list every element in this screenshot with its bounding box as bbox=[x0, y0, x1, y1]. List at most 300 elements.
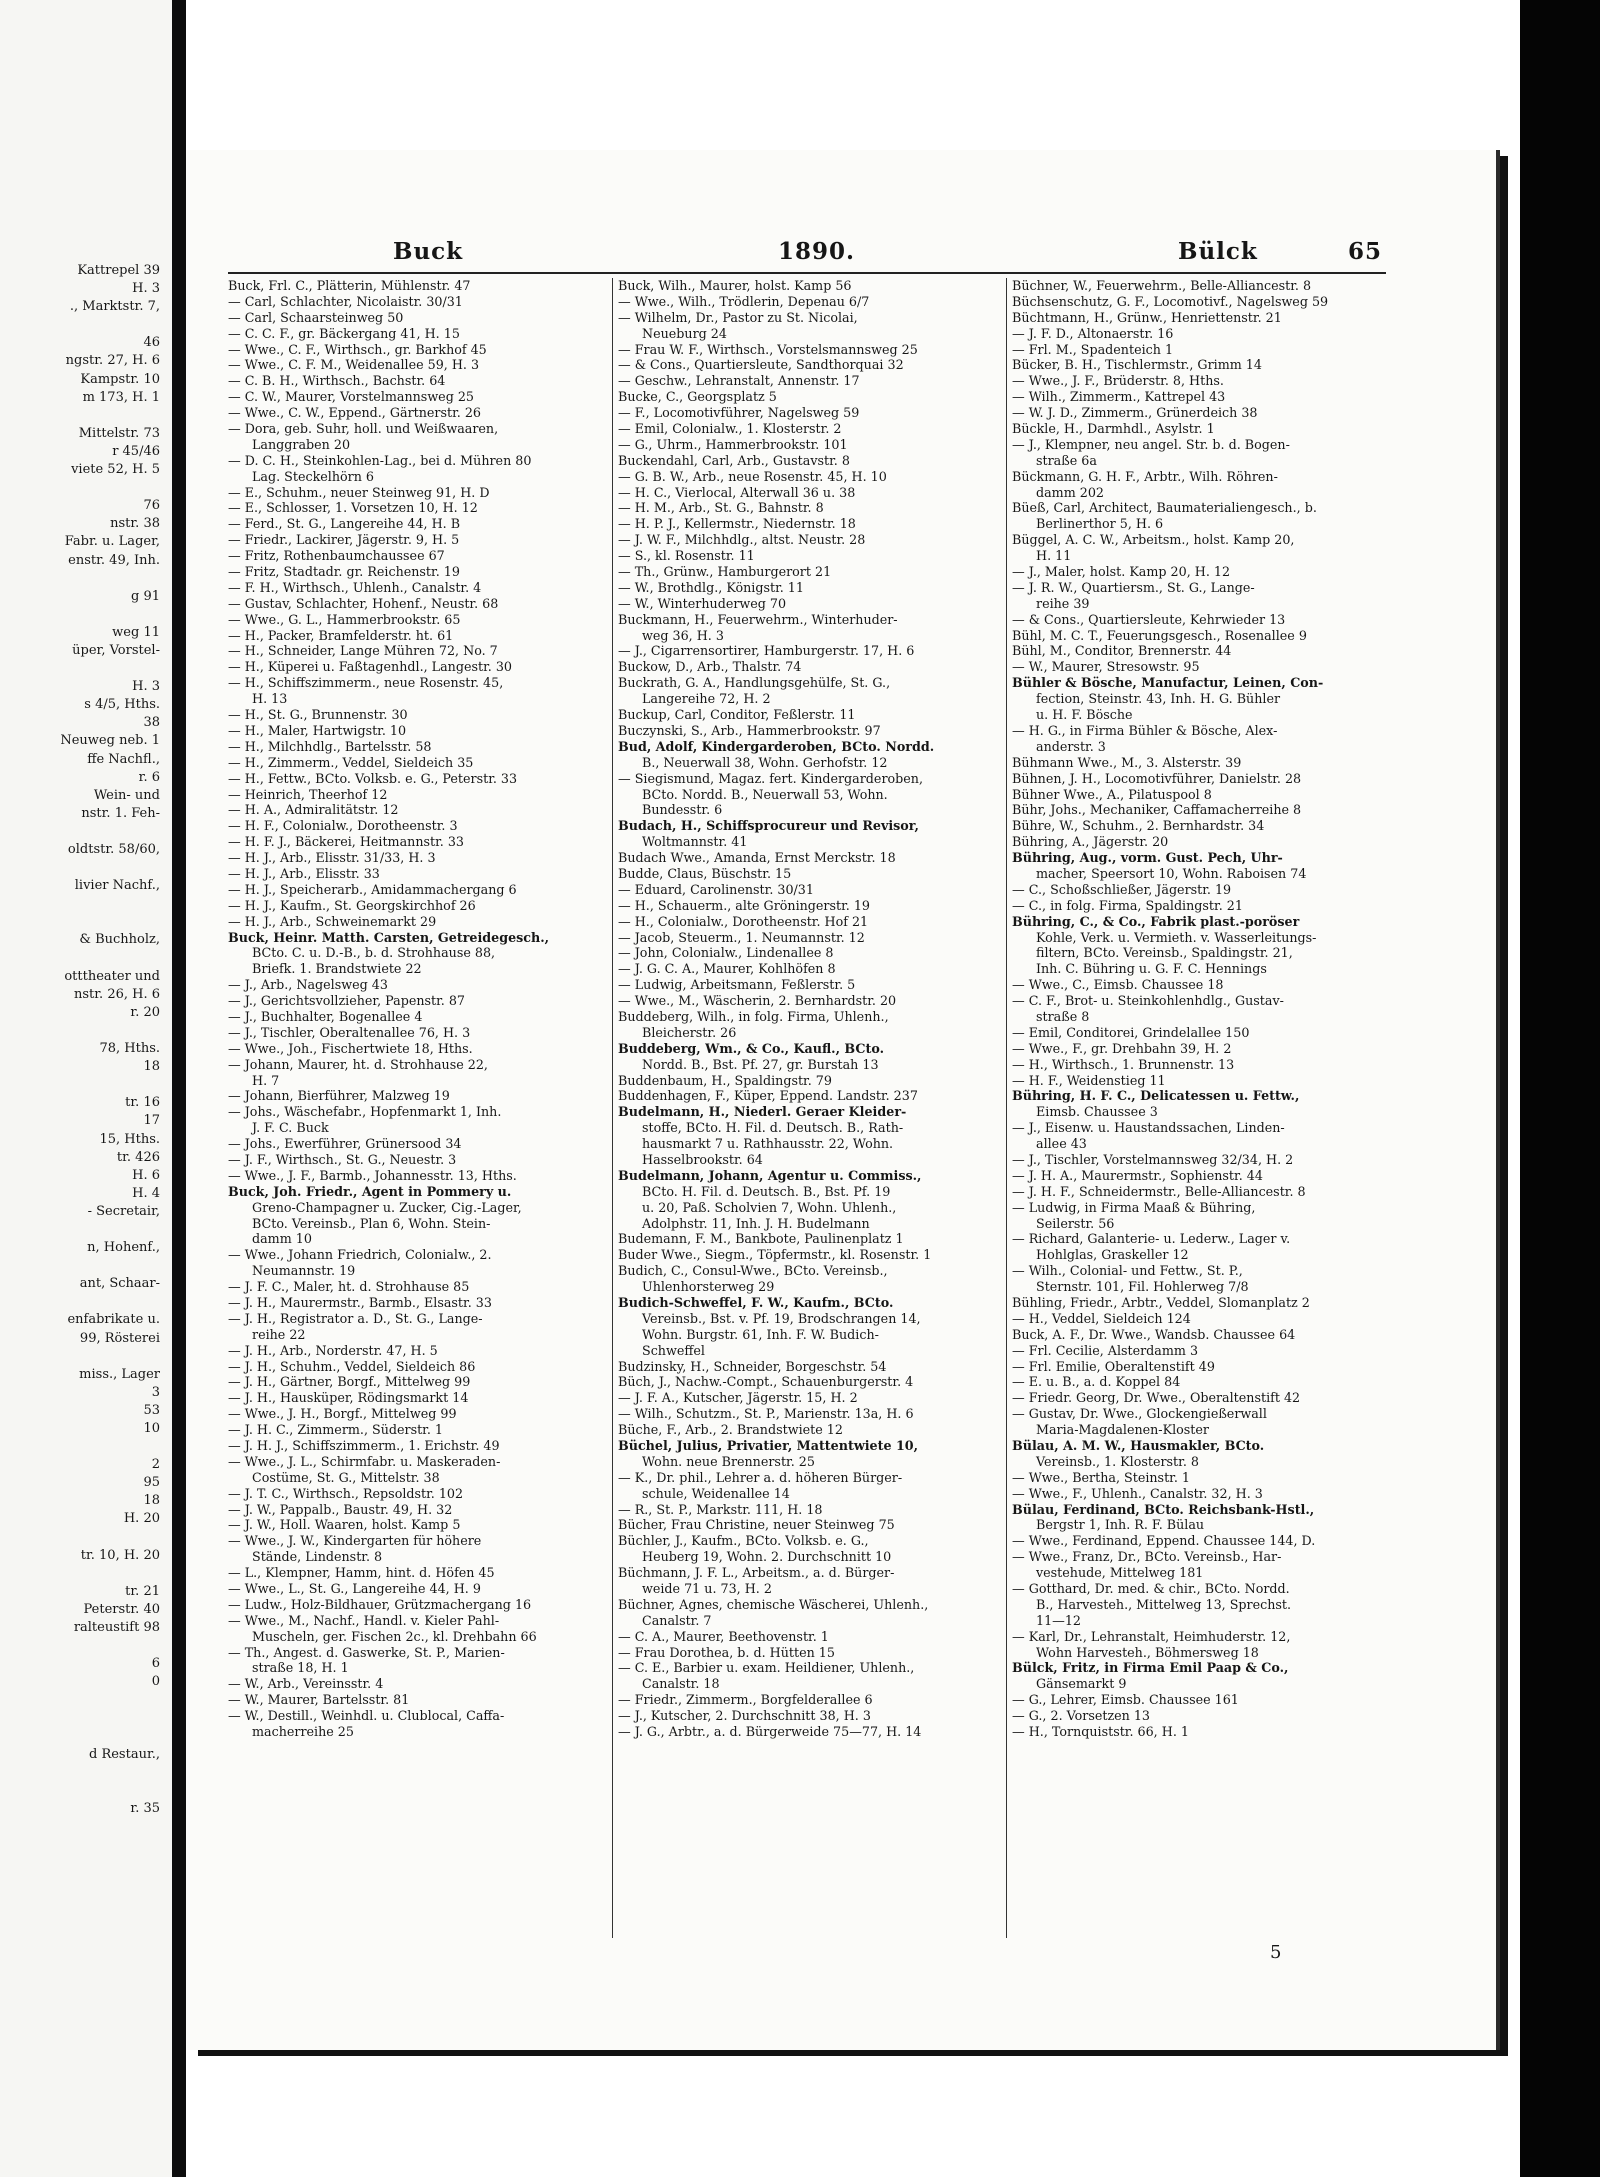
directory-entry: — J., Buchhalter, Bogenallee 4 bbox=[228, 1008, 423, 1024]
directory-entry: — Wwe., Johann Friedrich, Colonialw., 2. bbox=[228, 1247, 492, 1263]
previous-page-line: 99, Rösterei bbox=[79, 1330, 160, 1346]
directory-entry: — Wwe., F., gr. Drehbahn 39, H. 2 bbox=[1012, 1040, 1232, 1056]
directory-entry: Büchmann, J. F. L., Arbeitsm., a. d. Bürger- bbox=[618, 1565, 895, 1581]
directory-entry: Buck, A. F., Dr. Wwe., Wandsb. Chaussee 64 bbox=[1012, 1326, 1296, 1342]
directory-entry: — J., Kutscher, 2. Durchschnitt 38, H. 3 bbox=[618, 1708, 871, 1724]
header-right-keyword: Bülck bbox=[1178, 238, 1258, 265]
directory-entry: — W., Destill., Weinhdl. u. Clublocal, Caffa- bbox=[228, 1708, 505, 1724]
directory-entry: — H., Küperei u. Faßtagenhdl., Langestr. 30 bbox=[228, 659, 512, 675]
previous-page-fragment bbox=[0, 0, 172, 2177]
previous-page-line: H. 4 bbox=[132, 1185, 160, 1201]
previous-page-line: 18 bbox=[143, 1493, 160, 1509]
directory-entry: Wohn. Burgstr. 61, Inh. F. W. Budich- bbox=[642, 1326, 879, 1342]
directory-entry: schule, Weidenallee 14 bbox=[642, 1485, 790, 1501]
previous-page-line bbox=[0, 1637, 160, 1655]
directory-entry: — J. H. F., Schneidermstr., Belle-Alliancestr. 8 bbox=[1012, 1183, 1306, 1199]
directory-entry: — Friedr., Zimmerm., Borgfelderallee 6 bbox=[618, 1692, 873, 1708]
previous-page-line: livier Nachf., bbox=[74, 878, 160, 894]
directory-entry: Muscheln, ger. Fischen 2c., kl. Drehbahn 66 bbox=[252, 1628, 537, 1644]
directory-entry: — J. W., Pappalb., Baustr. 49, H. 32 bbox=[228, 1501, 453, 1517]
directory-entry: vestehude, Mittelweg 181 bbox=[1036, 1565, 1204, 1581]
directory-entry: — Wwe., C. F., Wirthsch., gr. Barkhof 45 bbox=[228, 341, 487, 357]
directory-entry: Bühring, Aug., vorm. Gust. Pech, Uhr- bbox=[1012, 850, 1283, 866]
previous-page-text bbox=[0, 262, 160, 1818]
header-rule bbox=[228, 272, 1386, 274]
previous-page-line: tr. 426 bbox=[116, 1149, 160, 1165]
directory-entry: macher, Speersort 10, Wohn. Raboisen 74 bbox=[1036, 865, 1307, 881]
previous-page-line: 6 bbox=[151, 1656, 160, 1672]
directory-entry: — Wwe., J. W., Kindergarten für höhere bbox=[228, 1533, 482, 1549]
directory-entry: Wohn. neue Brennerstr. 25 bbox=[642, 1453, 815, 1469]
directory-entry: — L., Klempner, Hamm, hint. d. Höfen 45 bbox=[228, 1565, 495, 1581]
directory-entry: Nordd. B., Bst. Pf. 27, gr. Burstah 13 bbox=[642, 1056, 879, 1072]
directory-entry: Bülau, A. M. W., Hausmakler, BCto. bbox=[1012, 1438, 1265, 1454]
previous-page-line: r. 20 bbox=[130, 1004, 160, 1020]
directory-entry: — Johs., Wäschefabr., Hopfenmarkt 1, Inh. bbox=[228, 1104, 502, 1120]
directory-entry: anderstr. 3 bbox=[1036, 738, 1106, 754]
directory-entry: Greno-Champagner u. Zucker, Cig.-Lager, bbox=[252, 1199, 522, 1215]
directory-entry: Bühr, Johs., Mechaniker, Caffamacherreihe 8 bbox=[1012, 802, 1302, 818]
directory-entry: — H. J., Arb., Elisstr. 31/33, H. 3 bbox=[228, 850, 436, 866]
directory-entry: — Eduard, Carolinenstr. 30/31 bbox=[618, 881, 814, 897]
directory-entry: — F., Locomotivführer, Nagelsweg 59 bbox=[618, 405, 860, 421]
previous-page-line bbox=[0, 823, 160, 841]
directory-entry: Buddenhagen, F., Küper, Eppend. Landstr. 237 bbox=[618, 1088, 918, 1104]
directory-entry: Bücher, Frau Christine, neuer Steinweg 75 bbox=[618, 1517, 895, 1533]
directory-entry: — Th., Angest. d. Gaswerke, St. P., Marien- bbox=[228, 1644, 505, 1660]
directory-entry: — Th., Grünw., Hamburgerort 21 bbox=[618, 564, 832, 580]
directory-entry: — Wwe., C. W., Eppend., Gärtnerstr. 26 bbox=[228, 405, 481, 421]
directory-entry: — H. J., Kaufm., St. Georgskirchhof 26 bbox=[228, 897, 476, 913]
previous-page-line: m 173, H. 1 bbox=[82, 389, 160, 405]
previous-page-line bbox=[0, 570, 160, 588]
previous-page-line: viete 52, H. 5 bbox=[71, 462, 160, 478]
directory-entry: — C. A., Maurer, Beethovenstr. 1 bbox=[618, 1628, 829, 1644]
previous-page-line: nstr. 1. Feh- bbox=[81, 805, 160, 821]
previous-page-line bbox=[0, 950, 160, 968]
directory-entry: damm 10 bbox=[252, 1231, 312, 1247]
directory-entry: Büchtmann, H., Grünw., Henriettenstr. 21 bbox=[1012, 309, 1282, 325]
directory-entry: — Johann, Bierführer, Malzweg 19 bbox=[228, 1088, 450, 1104]
previous-page-line: 78, Hths. bbox=[99, 1041, 160, 1057]
directory-entry: — J., Klempner, neu angel. Str. b. d. Bogen- bbox=[1012, 436, 1290, 452]
previous-page-line: Mittelstr. 73 bbox=[78, 425, 160, 441]
directory-entry: — H., Tornquiststr. 66, H. 1 bbox=[1012, 1724, 1189, 1740]
previous-page-line: n, Hohenf., bbox=[87, 1240, 160, 1256]
directory-entry: — H., Wirthsch., 1. Brunnenstr. 13 bbox=[1012, 1056, 1235, 1072]
directory-entry: — H. A., Admiralitätstr. 12 bbox=[228, 802, 399, 818]
directory-entry: — J. H., Hausküper, Rödingsmarkt 14 bbox=[228, 1390, 469, 1406]
previous-page-line: enfabrikate u. bbox=[67, 1312, 160, 1328]
previous-page-line bbox=[0, 407, 160, 425]
previous-page-line: H. 6 bbox=[132, 1167, 160, 1183]
directory-entry: — J. F. D., Altonaerstr. 16 bbox=[1012, 325, 1174, 341]
directory-entry: — Friedr. Georg, Dr. Wwe., Oberaltenstift 42 bbox=[1012, 1390, 1301, 1406]
previous-page-line: 46 bbox=[143, 335, 160, 351]
directory-entry: straße 6a bbox=[1036, 452, 1097, 468]
directory-entry: — J., Tischler, Vorstelmannsweg 32/34, H. 2 bbox=[1012, 1151, 1294, 1167]
directory-entry: — Johs., Ewerführer, Grünersood 34 bbox=[228, 1136, 462, 1152]
directory-entry: — Frau W. F., Wirthsch., Vorstelsmannsweg 25 bbox=[618, 341, 918, 357]
previous-page-line: Peterstr. 40 bbox=[83, 1601, 160, 1617]
directory-entry: — Ludwig, in Firma Maaß & Bühring, bbox=[1012, 1199, 1256, 1215]
directory-entry: — Ludw., Holz-Bildhauer, Grützmachergang 16 bbox=[228, 1596, 532, 1612]
directory-entry: Bülck, Fritz, in Firma Emil Paap & Co., bbox=[1012, 1660, 1289, 1676]
directory-entry: weg 36, H. 3 bbox=[642, 627, 724, 643]
directory-entry: Neueburg 24 bbox=[642, 325, 727, 341]
directory-entry: Bleicherstr. 26 bbox=[642, 1024, 737, 1040]
directory-entry: — C. W., Maurer, Vorstelmannsweg 25 bbox=[228, 389, 474, 405]
directory-entry: — H. J., Arb., Schweinemarkt 29 bbox=[228, 913, 437, 929]
directory-entry: — H. M., Arb., St. G., Bahnstr. 8 bbox=[618, 500, 824, 516]
directory-entry: Lag. Steckelhörn 6 bbox=[252, 468, 374, 484]
directory-entry: — Frau Dorothea, b. d. Hütten 15 bbox=[618, 1644, 835, 1660]
directory-entry: Büchler, J., Kaufm., BCto. Volksb. e. G., bbox=[618, 1533, 869, 1549]
previous-page-line bbox=[0, 1728, 160, 1746]
previous-page-line bbox=[0, 1221, 160, 1239]
directory-entry: Bücker, B. H., Tischlermstr., Grimm 14 bbox=[1012, 357, 1262, 373]
directory-entry: Briefk. 1. Brandstwiete 22 bbox=[252, 961, 422, 977]
directory-entry: — E., Schlosser, 1. Vorsetzen 10, H. 12 bbox=[228, 500, 478, 516]
directory-entry: — Frl. Cecilie, Alsterdamm 3 bbox=[1012, 1342, 1199, 1358]
directory-entry: Büggel, A. C. W., Arbeitsm., holst. Kamp 20, bbox=[1012, 532, 1295, 548]
directory-entry: Budemann, F. M., Bankbote, Paulinenplatz 1 bbox=[618, 1231, 904, 1247]
directory-entry: — Wwe., M., Nachf., Handl. v. Kieler Pahl- bbox=[228, 1612, 500, 1628]
previous-page-line: ngstr. 27, H. 6 bbox=[65, 353, 160, 369]
directory-entry: 11—12 bbox=[1036, 1612, 1081, 1628]
previous-page-line: weg 11 bbox=[112, 624, 160, 640]
previous-page-line: Wein- und bbox=[93, 787, 160, 803]
previous-page-line bbox=[0, 1293, 160, 1311]
directory-entry: Bühling, Friedr., Arbtr., Veddel, Slomanplatz 2 bbox=[1012, 1295, 1310, 1310]
directory-entry: Sternstr. 101, Fil. Hohlerweg 7/8 bbox=[1036, 1279, 1249, 1295]
directory-entry: reihe 22 bbox=[252, 1326, 306, 1342]
previous-page-line bbox=[0, 1529, 160, 1547]
previous-page-line: 53 bbox=[143, 1402, 160, 1418]
directory-entry: Bückmann, G. H. F., Arbtr., Wilh. Röhren- bbox=[1012, 468, 1278, 484]
directory-entry: — E. u. B., a. d. Koppel 84 bbox=[1012, 1374, 1181, 1390]
directory-entry: Bergstr 1, Inh. R. F. Bülau bbox=[1036, 1517, 1205, 1533]
previous-page-line bbox=[0, 859, 160, 877]
previous-page-line: nstr. 38 bbox=[110, 516, 160, 532]
directory-entry: Buck, Wilh., Maurer, holst. Kamp 56 bbox=[618, 278, 852, 293]
previous-page-line: 95 bbox=[143, 1475, 160, 1491]
previous-page-line: ., Marktstr. 7, bbox=[69, 299, 160, 315]
directory-entry: — J. F., Wirthsch., St. G., Neuestr. 3 bbox=[228, 1151, 457, 1167]
directory-entry: Wohn Harvesteh., Böhmersweg 18 bbox=[1036, 1644, 1259, 1660]
directory-entry: Bühnen, J. H., Locomotivführer, Danielstr. 28 bbox=[1012, 770, 1302, 786]
directory-entry: Büchner, W., Feuerwehrm., Belle-Alliancestr. 8 bbox=[1012, 278, 1312, 293]
directory-entry: Buder Wwe., Siegm., Töpfermstr., kl. Rosenstr. 1 bbox=[618, 1247, 932, 1263]
previous-page-line bbox=[0, 1438, 160, 1456]
directory-entry: — R., St. P., Markstr. 111, H. 18 bbox=[618, 1501, 823, 1517]
directory-entry: Budach, H., Schiffsprocureur und Revisor, bbox=[618, 818, 919, 834]
previous-page-line: oldtstr. 58/60, bbox=[67, 842, 160, 857]
directory-entry: — Wwe., Franz, Dr., BCto. Vereinsb., Har- bbox=[1012, 1549, 1282, 1565]
directory-entry: — J. H., Maurermstr., Barmb., Elsastr. 33 bbox=[228, 1295, 492, 1310]
directory-entry: Costüme, St. G., Mittelstr. 38 bbox=[252, 1469, 440, 1485]
directory-entry: — H., Maler, Hartwigstr. 10 bbox=[228, 722, 407, 738]
directory-entry: — Wwe., J. H., Borgf., Mittelweg 99 bbox=[228, 1406, 457, 1422]
directory-entry: — W., Brothdlg., Königstr. 11 bbox=[618, 579, 804, 595]
directory-entry: — Karl, Dr., Lehranstalt, Heimhuderstr. 12, bbox=[1012, 1628, 1291, 1644]
previous-page-line bbox=[0, 895, 160, 913]
previous-page-line: 3 bbox=[151, 1384, 160, 1400]
directory-entry: — C. F., Brot- u. Steinkohlenhdlg., Gustav- bbox=[1012, 993, 1284, 1009]
directory-entry: Neumannstr. 19 bbox=[252, 1263, 356, 1279]
directory-entry: — Geschw., Lehranstalt, Annenstr. 17 bbox=[618, 373, 860, 389]
previous-page-line: 17 bbox=[143, 1113, 160, 1129]
column-3 bbox=[1012, 278, 1388, 1948]
directory-entry: — Wwe., G. L., Hammerbrookstr. 65 bbox=[228, 611, 461, 627]
previous-page-line: 10 bbox=[143, 1421, 160, 1436]
directory-entry: Budzinsky, H., Schneider, Borgeschstr. 54 bbox=[618, 1358, 887, 1374]
directory-entry: — J. T. C., Wirthsch., Repsoldstr. 102 bbox=[228, 1485, 464, 1501]
previous-page-line bbox=[0, 606, 160, 624]
directory-entry: — W., Maurer, Bartelsstr. 81 bbox=[228, 1692, 410, 1708]
directory-entry: Buck, Frl. C., Plätterin, Mühlenstr. 47 bbox=[228, 278, 471, 293]
previous-page-line: H. 20 bbox=[123, 1511, 160, 1527]
column-separator bbox=[612, 278, 613, 1938]
directory-entry: — Wwe., M., Wäscherin, 2. Bernhardstr. 20 bbox=[618, 993, 897, 1009]
directory-entry: B., Neuerwall 38, Wohn. Gerhofstr. 12 bbox=[642, 754, 888, 770]
previous-page-line: 76 bbox=[143, 498, 160, 514]
previous-page-line: tr. 16 bbox=[125, 1095, 160, 1111]
previous-page-line bbox=[0, 913, 160, 931]
previous-page-line: ffe Nachfl., bbox=[87, 751, 160, 767]
directory-entry: Adolphstr. 11, Inh. J. H. Budelmann bbox=[642, 1215, 870, 1231]
previous-page-line bbox=[0, 479, 160, 497]
previous-page-line bbox=[0, 1257, 160, 1275]
directory-entry: — Gotthard, Dr. med. & chir., BCto. Nordd. bbox=[1012, 1581, 1290, 1597]
directory-entry: — C. E., Barbier u. exam. Heildiener, Uhlenh., bbox=[618, 1660, 915, 1676]
directory-entry: — Frl. M., Spadenteich 1 bbox=[1012, 341, 1174, 357]
directory-entry: B., Harvesteh., Mittelweg 13, Sprechst. bbox=[1036, 1596, 1292, 1612]
previous-page-line bbox=[0, 660, 160, 678]
directory-entry: — G., Uhrm., Hammerbrookstr. 101 bbox=[618, 436, 848, 452]
directory-entry: — J., Cigarrensortirer, Hamburgerstr. 17, H. 6 bbox=[618, 643, 915, 659]
directory-entry: Vereinsb., 1. Klosterstr. 8 bbox=[1036, 1453, 1199, 1469]
directory-entry: — J., Eisenw. u. Haustandssachen, Linden- bbox=[1012, 1120, 1285, 1136]
directory-entry: BCto. H. Fil. d. Deutsch. B., Bst. Pf. 19 bbox=[642, 1183, 891, 1199]
directory-entry: Buckow, D., Arb., Thalstr. 74 bbox=[618, 659, 802, 675]
directory-entry: straße 18, H. 1 bbox=[252, 1660, 349, 1676]
directory-entry: Bucke, C., Georgsplatz 5 bbox=[618, 389, 777, 405]
directory-entry: — Wwe., F., Uhlenh., Canalstr. 32, H. 3 bbox=[1012, 1485, 1263, 1501]
previous-page-line: otttheater und bbox=[64, 968, 160, 984]
directory-entry: Berlinerthor 5, H. 6 bbox=[1036, 516, 1164, 532]
directory-entry: — W., Maurer, Stresowstr. 95 bbox=[1012, 659, 1200, 675]
directory-entry: — E., Schuhm., neuer Steinweg 91, H. D bbox=[228, 484, 490, 500]
previous-page-line bbox=[0, 1782, 160, 1800]
directory-entry: Seilerstr. 56 bbox=[1036, 1215, 1115, 1231]
directory-entry: — Wilh., Zimmerm., Kattrepel 43 bbox=[1012, 389, 1226, 405]
directory-entry: — Friedr., Lackirer, Jägerstr. 9, H. 5 bbox=[228, 532, 460, 548]
directory-entry: — Fritz, Stadtadr. gr. Reichenstr. 19 bbox=[228, 564, 460, 580]
directory-entry: Maria-Magdalenen-Kloster bbox=[1036, 1422, 1209, 1438]
directory-entry: Buckup, Carl, Conditor, Feßlerstr. 11 bbox=[618, 707, 856, 723]
directory-entry: Vereinsb., Bst. v. Pf. 19, Brodschrangen 14, bbox=[642, 1310, 921, 1326]
directory-entry: — Ferd., St. G., Langereihe 44, H. B bbox=[228, 516, 461, 532]
directory-entry: — G. B. W., Arb., neue Rosenstr. 45, H. 10 bbox=[618, 468, 887, 484]
directory-entry: H. 13 bbox=[252, 691, 288, 707]
directory-entry: — C. B. H., Wirthsch., Bachstr. 64 bbox=[228, 373, 446, 389]
directory-entry: — Gustav, Schlachter, Hohenf., Neustr. 68 bbox=[228, 595, 499, 611]
directory-entry: — J. G. C. A., Maurer, Kohlhöfen 8 bbox=[618, 961, 836, 977]
directory-entry: — H., Schiffszimmerm., neue Rosenstr. 45, bbox=[228, 675, 504, 691]
directory-entry: Bühre, W., Schuhm., 2. Bernhardstr. 34 bbox=[1012, 818, 1265, 834]
directory-entry: Büchel, Julius, Privatier, Mattentwiete 10, bbox=[618, 1438, 919, 1454]
directory-entry: — W., Arb., Vereinsstr. 4 bbox=[228, 1676, 384, 1692]
directory-entry: — J., Maler, holst. Kamp 20, H. 12 bbox=[1012, 564, 1231, 580]
directory-entry: — J. H., Arb., Norderstr. 47, H. 5 bbox=[228, 1342, 438, 1358]
directory-entry: Canalstr. 18 bbox=[642, 1676, 720, 1692]
directory-entry: — & Cons., Quartiersleute, Kehrwieder 13 bbox=[1012, 611, 1286, 627]
directory-entry: reihe 39 bbox=[1036, 595, 1090, 611]
directory-entry: macherreihe 25 bbox=[252, 1724, 354, 1740]
directory-entry: — H., St. G., Brunnenstr. 30 bbox=[228, 707, 408, 723]
directory-entry: — Ludwig, Arbeitsmann, Feßlerstr. 5 bbox=[618, 977, 856, 993]
directory-entry: — J. H., Gärtner, Borgf., Mittelweg 99 bbox=[228, 1374, 471, 1390]
directory-entry: Bühmann Wwe., M., 3. Alsterstr. 39 bbox=[1012, 754, 1242, 770]
previous-page-line: r. 35 bbox=[130, 1800, 160, 1816]
previous-page-line: üper, Vorstel- bbox=[72, 642, 160, 658]
directory-entry: — S., kl. Rosenstr. 11 bbox=[618, 548, 755, 564]
directory-entry: Budich, C., Consul-Wwe., BCto. Vereinsb., bbox=[618, 1263, 888, 1279]
directory-entry: Langgraben 20 bbox=[252, 436, 351, 452]
directory-entry: — Richard, Galanterie- u. Lederw., Lager v. bbox=[1012, 1231, 1291, 1247]
directory-entry: — J. F. A., Kutscher, Jägerstr. 15, H. 2 bbox=[618, 1390, 858, 1406]
directory-entry: — Frl. Emilie, Oberaltenstift 49 bbox=[1012, 1358, 1215, 1374]
directory-entry: Büchner, Agnes, chemische Wäscherei, Uhlenh., bbox=[618, 1596, 929, 1612]
previous-page-line: s 4/5, Hths. bbox=[84, 697, 160, 713]
previous-page-line: Kampstr. 10 bbox=[80, 371, 160, 387]
previous-page-line: Neuweg neb. 1 bbox=[60, 733, 160, 749]
column-1 bbox=[228, 278, 604, 1948]
directory-entry: — W., Winterhuderweg 70 bbox=[618, 595, 787, 611]
directory-entry: — H. C., Vierlocal, Alterwall 36 u. 38 bbox=[618, 484, 856, 500]
directory-entry: — Wwe., Wilh., Trödlerin, Depenau 6/7 bbox=[618, 293, 870, 309]
directory-entry: — Wwe., J. F., Barmb., Johannesstr. 13, Hths. bbox=[228, 1167, 517, 1183]
directory-entry: u. H. F. Bösche bbox=[1036, 707, 1133, 723]
directory-entry: — & Cons., Quartiersleute, Sandthorquai 32 bbox=[618, 357, 904, 373]
previous-page-line bbox=[0, 1022, 160, 1040]
previous-page-line: - Secretair, bbox=[87, 1203, 160, 1219]
directory-entry: Bühler & Bösche, Manufactur, Leinen, Con- bbox=[1012, 675, 1324, 691]
directory-entry: damm 202 bbox=[1036, 484, 1104, 500]
directory-entry: — H., Milchhdlg., Bartelsstr. 58 bbox=[228, 738, 432, 754]
directory-entry: — H. F., Colonialw., Dorotheenstr. 3 bbox=[228, 818, 458, 834]
directory-entry: Buddeberg, Wm., & Co., Kaufl., BCto. bbox=[618, 1040, 885, 1056]
directory-entry: — Johann, Maurer, ht. d. Strohhause 22, bbox=[228, 1056, 488, 1072]
previous-page-line: ant, Schaar- bbox=[79, 1276, 160, 1292]
directory-entry: — H., Schneider, Lange Mühren 72, No. 7 bbox=[228, 643, 498, 659]
directory-entry: weide 71 u. 73, H. 2 bbox=[642, 1581, 772, 1597]
directory-entry: — H. P. J., Kellermstr., Niedernstr. 18 bbox=[618, 516, 856, 532]
directory-entry: Canalstr. 7 bbox=[642, 1612, 712, 1628]
directory-entry: — H. J., Arb., Elisstr. 33 bbox=[228, 865, 380, 881]
directory-entry: — Wwe., J. F., Brüderstr. 8, Hths. bbox=[1012, 373, 1224, 389]
directory-entry: — J. R. W., Quartiersm., St. G., Lange- bbox=[1012, 579, 1255, 595]
directory-entry: Buddeberg, Wilh., in folg. Firma, Uhlenh., bbox=[618, 1008, 889, 1024]
sheet-signature: 5 bbox=[1270, 1942, 1282, 1963]
directory-entry: — Dora, geb. Suhr, holl. und Weißwaaren, bbox=[228, 421, 499, 437]
directory-entry: straße 8 bbox=[1036, 1008, 1090, 1024]
directory-entry: — H. J., Speicherarb., Amidammachergang 6 bbox=[228, 881, 517, 897]
directory-entry: Heuberg 19, Wohn. 2. Durchschnitt 10 bbox=[642, 1549, 892, 1565]
directory-entry: — Wilh., Colonial- und Fettw., St. P., bbox=[1012, 1263, 1243, 1279]
previous-page-line: 38 bbox=[143, 715, 160, 731]
previous-page-line: r 45/46 bbox=[112, 443, 160, 459]
directory-entry: — H. F. J., Bäckerei, Heitmannstr. 33 bbox=[228, 834, 464, 850]
directory-entry: — J. F. C., Maler, ht. d. Strohhause 85 bbox=[228, 1279, 470, 1295]
directory-entry: Bundesstr. 6 bbox=[642, 802, 723, 818]
directory-entry: Stände, Lindenstr. 8 bbox=[252, 1549, 383, 1565]
directory-entry: — Wwe., C., Eimsb. Chaussee 18 bbox=[1012, 977, 1224, 993]
previous-page-line: r. 6 bbox=[138, 769, 160, 785]
directory-entry: u. 20, Paß. Scholvien 7, Wohn. Uhlenh., bbox=[642, 1199, 897, 1215]
directory-entry: — H., Zimmerm., Veddel, Sieldeich 35 bbox=[228, 754, 474, 770]
column-2 bbox=[618, 278, 994, 1948]
directory-entry: — J., Gerichtsvollzieher, Papenstr. 87 bbox=[228, 993, 465, 1009]
directory-entry: — J. G., Arbtr., a. d. Bürgerweide 75—77, H. 14 bbox=[618, 1724, 922, 1740]
previous-page-line bbox=[0, 1710, 160, 1728]
directory-entry: allee 43 bbox=[1036, 1136, 1087, 1152]
directory-entry: fection, Steinstr. 43, Inh. H. G. Bühler bbox=[1036, 691, 1281, 707]
directory-entry: Hasselbrookstr. 64 bbox=[642, 1151, 763, 1167]
directory-entry: Uhlenhorsterweg 29 bbox=[642, 1279, 775, 1295]
directory-entry: Buczynski, S., Arb., Hammerbrookstr. 97 bbox=[618, 722, 881, 738]
directory-entry: Bückle, H., Darmhdl., Asylstr. 1 bbox=[1012, 421, 1215, 437]
directory-entry: Büch, J., Nachw.-Compt., Schauenburgerstr. 4 bbox=[618, 1374, 914, 1390]
directory-entry: — J., Tischler, Oberaltenallee 76, H. 3 bbox=[228, 1024, 471, 1040]
directory-entry: Bud, Adolf, Kindergarderoben, BCto. Nordd. bbox=[618, 738, 935, 754]
directory-entry: Inh. C. Bühring u. G. F. C. Hennings bbox=[1036, 961, 1267, 977]
previous-page-line: 15, Hths. bbox=[99, 1131, 160, 1147]
previous-page-line: 0 bbox=[151, 1674, 160, 1690]
directory-entry: Buddenbaum, H., Spaldingstr. 79 bbox=[618, 1072, 832, 1088]
directory-entry: H. 7 bbox=[252, 1072, 280, 1088]
previous-page-line bbox=[0, 1691, 160, 1709]
book-gutter bbox=[172, 0, 186, 2177]
page-header bbox=[228, 238, 1386, 268]
directory-entry: — D. C. H., Steinkohlen-Lag., bei d. Mühren 80 bbox=[228, 452, 532, 468]
previous-page-line: & Buchholz, bbox=[79, 932, 160, 948]
directory-entry: — J., Arb., Nagelsweg 43 bbox=[228, 977, 388, 993]
directory-entry: Buck, Joh. Friedr., Agent in Pommery u. bbox=[228, 1183, 512, 1199]
directory-entry: — Wwe., L., St. G., Langereihe 44, H. 9 bbox=[228, 1581, 481, 1597]
directory-entry: Büchsenschutz, G. F., Locomotivf., Nagelsweg 59 bbox=[1012, 293, 1329, 309]
previous-page-line: ralteustift 98 bbox=[73, 1620, 160, 1636]
directory-entry: — Fritz, Rothenbaumchaussee 67 bbox=[228, 548, 445, 564]
directory-entry: Eimsb. Chaussee 3 bbox=[1036, 1104, 1158, 1120]
directory-entry: — H., Packer, Bramfelderstr. ht. 61 bbox=[228, 627, 454, 643]
directory-entry: — K., Dr. phil., Lehrer a. d. höheren Bürger- bbox=[618, 1469, 903, 1485]
header-left-keyword: Buck bbox=[393, 238, 464, 265]
directory-entry: — Emil, Colonialw., 1. Klosterstr. 2 bbox=[618, 421, 842, 437]
directory-entry: — John, Colonialw., Lindenallee 8 bbox=[618, 945, 834, 961]
directory-entry: — J. H. J., Schiffszimmerm., 1. Erichstr. 49 bbox=[228, 1438, 500, 1454]
previous-page-line: H. 3 bbox=[132, 281, 160, 297]
directory-entry: Buckendahl, Carl, Arb., Gustavstr. 8 bbox=[618, 452, 850, 468]
directory-entry: — J. H. C., Zimmerm., Süderstr. 1 bbox=[228, 1422, 443, 1438]
directory-entry: Schweffel bbox=[642, 1342, 705, 1358]
directory-entry: Bühring, A., Jägerstr. 20 bbox=[1012, 834, 1169, 850]
previous-page-line: nstr. 26, H. 6 bbox=[74, 986, 160, 1002]
directory-entry: — Gustav, Dr. Wwe., Glockengießerwall bbox=[1012, 1406, 1267, 1422]
directory-entry: BCto. C. u. D.-B., b. d. Strohhause 88, bbox=[252, 945, 496, 961]
directory-entry: — Wwe., Bertha, Steinstr. 1 bbox=[1012, 1469, 1190, 1485]
